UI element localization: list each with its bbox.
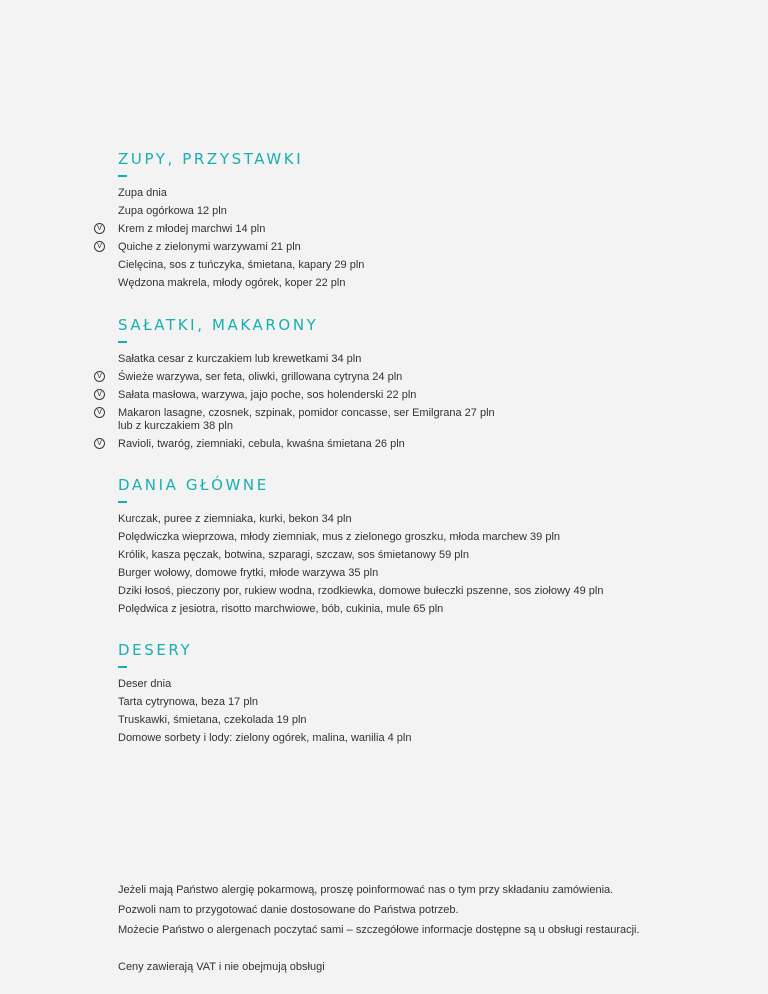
vegetarian-icon: V (94, 407, 105, 418)
menu-item: Królik, kasza pęczak, botwina, szparagi, szczaw, sos śmietanowy 59 pln (118, 549, 469, 561)
allergy-footer (118, 884, 738, 981)
vegetarian-icon: V (94, 438, 105, 449)
footer-line: Możecie Państwo o alergenach poczytać sami – szczegółowe informacje dostępne są u obsługi restauracji. (118, 924, 640, 936)
section-title: SAŁATKI, MAKARONY (118, 316, 319, 334)
menu-item-line2: lub z kurczakiem 38 pln (118, 420, 233, 432)
menu-item: Tarta cytrynowa, beza 17 pln (118, 696, 259, 708)
menu-item: V Ravioli, twaróg, ziemniaki, cebula, kwaśna śmietana 26 pln (118, 438, 728, 451)
menu-section-dania-glowne (118, 476, 728, 621)
menu-section-desery (118, 641, 728, 750)
vegetarian-icon: V (94, 371, 105, 382)
menu-item: V Sałata masłowa, warzywa, jajo poche, sos holenderski 22 pln (118, 389, 728, 402)
footer-line: Jeżeli mają Państwo alergię pokarmową, proszę poinformować nas o tym przy składaniu zamówienia. (118, 884, 614, 896)
menu-section-zupy (97, 150, 728, 295)
menu-item: Polędwiczka wieprzowa, młody ziemniak, mus z zielonego groszku, młoda marchew 39 pln (118, 531, 561, 543)
menu-item: Zupa ogórkowa 12 pln (118, 205, 227, 217)
menu-item: Truskawki, śmietana, czekolada 19 pln (118, 714, 307, 726)
menu-item: Polędwica z jesiotra, risotto marchwiowe, bób, cukinia, mule 65 pln (118, 603, 444, 615)
menu-item: Domowe sorbety i lody: zielony ogórek, malina, wanilia 4 pln (118, 732, 412, 744)
menu-item: Deser dnia (118, 678, 172, 690)
section-divider (118, 175, 127, 177)
section-title: DESERY (118, 641, 193, 659)
section-divider (118, 501, 127, 503)
menu-item: Sałatka cesar z kurczakiem lub krewetkami 34 pln (118, 353, 362, 365)
menu-item: Kurczak, puree z ziemniaka, kurki, bekon 34 pln (118, 513, 352, 525)
menu-item: Dziki łosoś, pieczony por, rukiew wodna, rzodkiewka, domowe bułeczki pszenne, sos ziołowy 49 pln (118, 585, 604, 597)
menu-item: Cielęcina, sos z tuńczyka, śmietana, kapary 29 pln (118, 259, 365, 271)
section-title: ZUPY, PRZYSTAWKI (118, 150, 304, 168)
section-title: DANIA GŁÓWNE (118, 476, 269, 494)
menu-item: Burger wołowy, domowe frytki, młode warzywa 35 pln (118, 567, 379, 579)
section-divider (118, 341, 127, 343)
vegetarian-icon: V (94, 241, 105, 252)
vat-note: Ceny zawierają VAT i nie obejmują obsługi (118, 961, 325, 973)
menu-item: Zupa dnia (118, 187, 167, 199)
menu-item: V Krem z młodej marchwi 14 pln (118, 223, 728, 236)
menu-section-salatki (97, 316, 728, 456)
vegetarian-icon: V (94, 389, 105, 400)
menu-item: V Świeże warzywa, ser feta, oliwki, grillowana cytryna 24 pln (118, 371, 728, 384)
menu-item: V Quiche z zielonymi warzywami 21 pln (118, 241, 728, 254)
menu-item: V Makaron lasagne, czosnek, szpinak, pomidor concasse, ser Emilgrana 27 pln lub z kurczakiem 38 pln (118, 407, 728, 433)
footer-line: Pozwoli nam to przygotować danie dostosowane do Państwa potrzeb. (118, 904, 459, 916)
section-divider (118, 666, 127, 668)
menu-item: Wędzona makrela, młody ogórek, koper 22 pln (118, 277, 346, 289)
vegetarian-icon: V (94, 223, 105, 234)
